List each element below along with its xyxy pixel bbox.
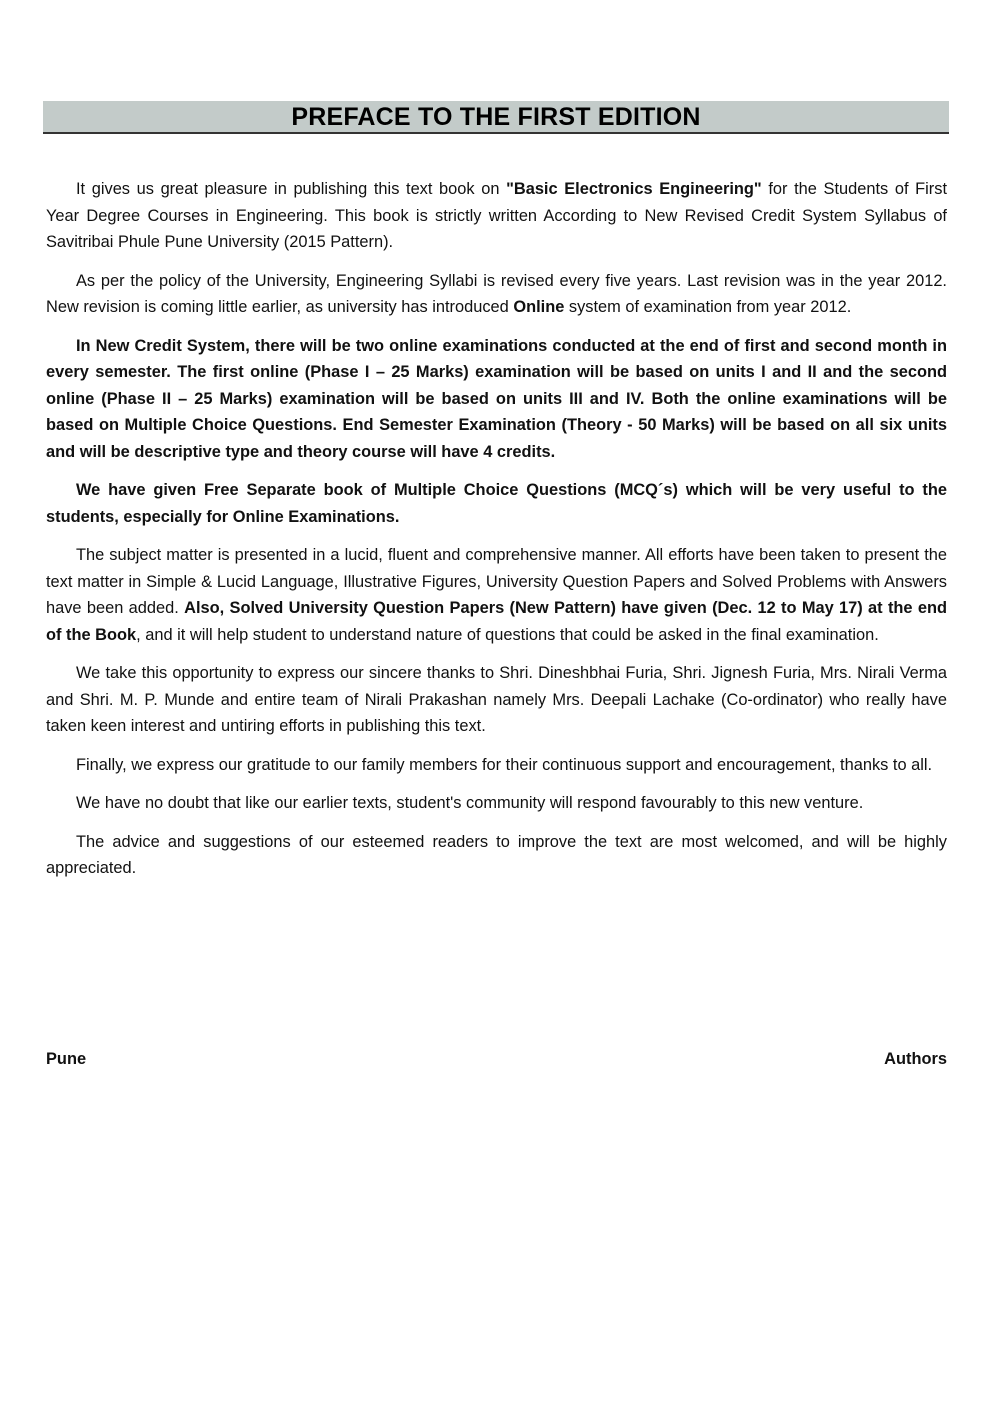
text: , and it will help student to understand nature of questions that could be asked in the final examination. (136, 625, 879, 644)
bold-text: In New Credit System, there will be two online examinations conducted at the end of first and second month in every semester. The first online (Phase I – 25 Marks) examination will be based on units I and II and the second online (Phase II – 25 Marks) examination will be based on units III and IV. Both the online examinations will be based on Multiple Choice Questions. End Semester Examination (Theory - 50 Marks) will be based on all six units and will be descriptive type and theory course will have 4 credits. (46, 336, 947, 461)
signature (46, 1050, 947, 1069)
bold-text: Also, Solved University Question Papers (New Pattern) have given (Dec. 12 to May 17) at the end of the Book (46, 599, 947, 644)
text: We have no doubt that like our earlier texts, student's community will respond favourably to this new venture. (76, 794, 864, 812)
paragraph (46, 660, 947, 740)
paragraph (46, 268, 947, 321)
text: The advice and suggestions of our esteemed readers to improve the text are most welcomed, and will be highly appreciated. (46, 832, 947, 877)
paragraph (46, 752, 947, 779)
signature-place: Pune (46, 1050, 87, 1068)
text: As per the policy of the University, Engineering Syllabi is revised every five years. Last revision was in the year 2012. New revision is coming little earlier, as university has introduced (46, 271, 947, 316)
text: Finally, we express our gratitude to our family members for their continuous support and encouragement, thanks to all. (76, 755, 933, 774)
paragraph (46, 542, 947, 648)
bold-text: We have given Free Separate book of Multiple Choice Questions (MCQ´s) which will be very useful to the students, especially for Online Examinations. (46, 481, 947, 526)
page-title: PREFACE TO THE FIRST EDITION (291, 103, 701, 131)
text: The subject matter is presented in a lucid, fluent and comprehensive manner. All efforts have been taken to present the text matter in Simple & Lucid Language, Illustrative Figures, University Question Papers and Solved Problems with Answers have been added. (46, 546, 947, 617)
text: for the Students of First Year Degree Courses in Engineering. This book is strictly written According to New Revised Credit System Syllabus of Savitribai Phule Pune University (2015 Pattern). (46, 180, 947, 251)
paragraph (46, 176, 947, 256)
title-banner (43, 101, 949, 134)
text: It gives us great pleasure in publishing this text book on (76, 180, 507, 198)
preface-body (46, 176, 947, 894)
paragraph (46, 333, 947, 466)
book-title: "Basic Electronics Engineering" (506, 180, 762, 198)
paragraph (46, 477, 947, 530)
signature-authors: Authors (884, 1050, 947, 1068)
paragraph (46, 829, 947, 882)
bold-text: Online (513, 298, 565, 316)
text: We take this opportunity to express our sincere thanks to Shri. Dineshbhai Furia, Shri. Jignesh Furia, Mrs. Nirali Verma and Shri. M. P. Munde and entire team of Nirali Prakashan namely Mrs. Deepali Lachake (Co-ordinator) who really have taken keen interest and untiring efforts in publishing this text. (46, 664, 947, 735)
paragraph (46, 790, 947, 817)
text: system of examination from year 2012. (564, 298, 852, 316)
